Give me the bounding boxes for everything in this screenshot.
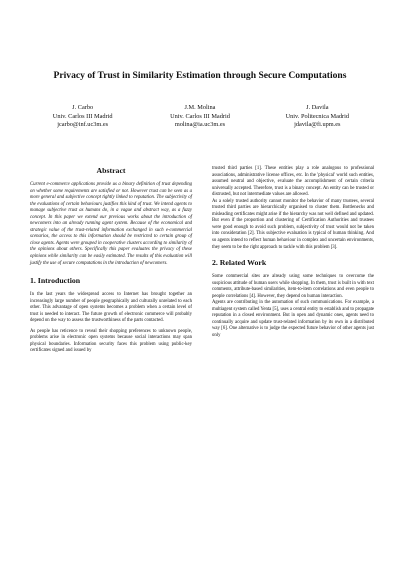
author-email: jdavila@fi.upm.es bbox=[294, 121, 341, 129]
author-affiliation: Univ. Politecnica Madrid bbox=[285, 112, 350, 120]
author-2 bbox=[141, 104, 258, 130]
introduction-paragraph-1: In the last years the widespread access to Internet has brought together an increasingly large number of people geographically and culturally unrelated to each other. This advantage of open systems becomes a problem when a certain level of trust is needed to interact. The future growth of electronic commerce will probably depend on the way to assess the trustworthiness of the parts contacted. bbox=[30, 292, 192, 324]
related-work-heading: 2. Related Work bbox=[212, 258, 267, 268]
author-3 bbox=[259, 104, 376, 130]
introduction-paragraph-2: As people has reticence to reveal their shopping preferences to unknown people, problems arise in electronic open systems because social interactions may span physical boundaries. Information security faces this problem using public-key certificates signed and issued by bbox=[30, 328, 192, 354]
author-email: jcarbo@inf.uc3m.es bbox=[57, 121, 109, 129]
abstract-heading: Abstract bbox=[96, 166, 126, 175]
author-affiliation: Univ. Carlos III Madrid bbox=[52, 112, 113, 120]
related-work-paragraph-1: Some commercial sites are already using some techniques to overcome the suspicious attitude of human users while shopping. In them, trust is built in with text comments, attribute-based similarities, item-to-item correlations and even people to people correlations [4]. However, they depend on human interaction. bbox=[212, 274, 374, 299]
paper-title: Privacy of Trust in Similarity Estimation through Secure Computations bbox=[53, 70, 347, 81]
author-name: J. Davila bbox=[306, 104, 329, 111]
right-column bbox=[212, 166, 374, 340]
author-name: J. Carbo bbox=[72, 104, 94, 111]
right-column-paragraph-1: trusted third parties [1]. These entities play a role analogous to professional associations, administrative license offices, etc. In the 'physical' world such entities, assumed neutral and objective, evaluate the accomplishment of certain criteria universally accepted. Therefore, trust is a binary concept. An entity can be trusted or distrusted, but not intermediate values are allowed. bbox=[212, 166, 374, 198]
related-work-paragraph-2: Agents are contributing in the automation of such communications. For example, a multiagent system called Yenta [5], uses a central entity to establish and to propagate reputation in a closed environment. But in open and dynamic ones, agents need to continually acquire and update trust-related information by its own in a distributed way [6]. One alternative is to judge the expected future behavior of other agents just only bbox=[212, 300, 374, 339]
introduction-heading: 1. Introduction bbox=[30, 276, 81, 286]
author-affiliation: Univ. Carlos III Madrid bbox=[170, 112, 230, 120]
author-name: J.M. Molina bbox=[184, 104, 216, 111]
left-column bbox=[30, 166, 192, 355]
author-email: molina@ia.uc3m.es bbox=[174, 121, 226, 129]
abstract-text: Current e-commerce applications provide us a binary definition of trust depending on whether some requirements are satisfied or not. However trust can be seen as a more general and subjective concept tightly linked to reputation. The subjectivity of the evaluations of certain behaviours justifies this kind of trust. We intend agents to manage subjective trust as humans do, in a vague and abstract way, as a fuzzy concept. In this paper we extend our previous works about the introduction of newcomers into an already running agent system. Because of the economical and strategic value of the trust-related information exchanged in such e-commercial scenarios, the access to this information should be restricted to certain group of close agents. Agents were grouped in cooperative clusters according to similarity of the opinions about others. Specifically this paper evaluates the privacy of these opinions while similarity can be easily estimated. The results of this evaluation will justify the use of secure computations in the introduction of newcomers. bbox=[30, 182, 192, 266]
right-column-paragraph-2: As a solely trusted authority cannot monitor the behavior of many trustees, several trusted third parties are hierarchically organised to cluster them. Bottlenecks and misleading certificates might arise if the hierarchy was not well defined and updated. But even if the proportion and clustering of Certification Authorities and trustees were good enough to avoid such problem, subjectivity of trust would not be taken into consideration [2]. This subjective evaluation is typical of human thinking. And so agents intend to reflect human behaviour in complex and uncertain environments, they seem to be the right approach to tackle with this problem [3]. bbox=[212, 198, 374, 250]
author-1 bbox=[24, 104, 141, 130]
author-block bbox=[24, 104, 376, 130]
